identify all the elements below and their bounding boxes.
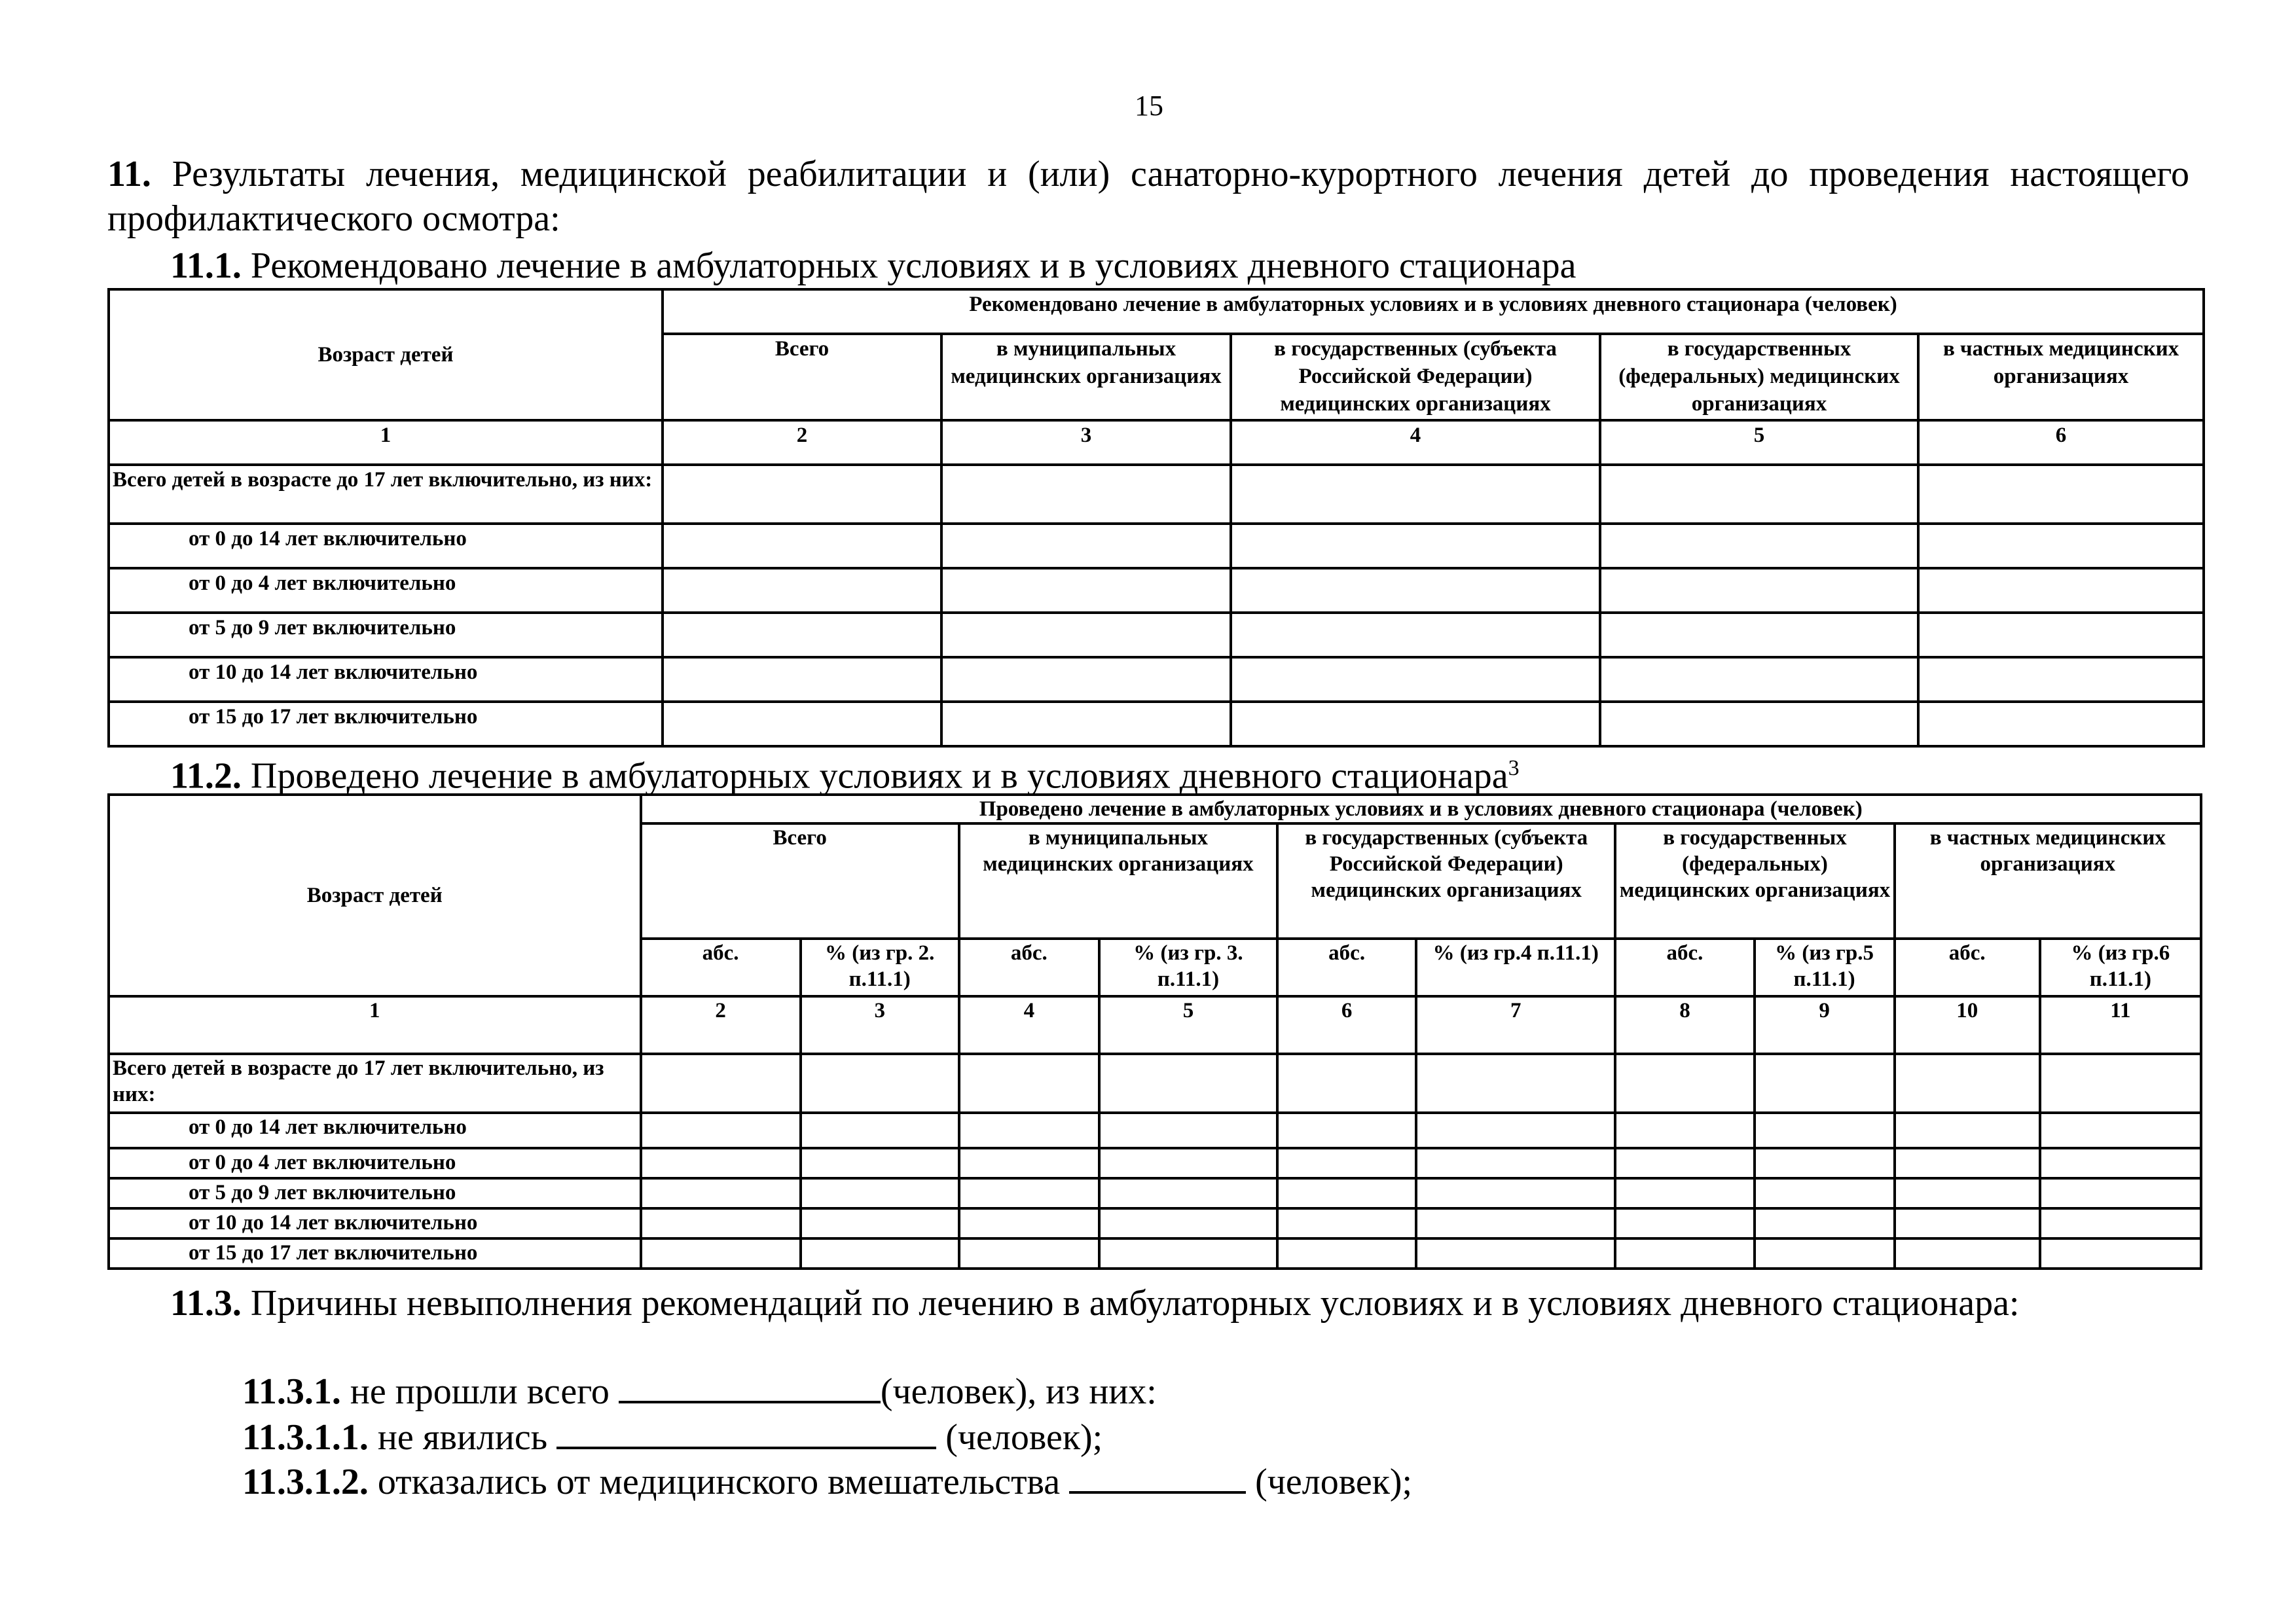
data-cell[interactable] <box>801 1178 959 1208</box>
table-row <box>109 1113 2201 1148</box>
section-11-3-number: 11.3. <box>170 1283 242 1324</box>
data-cell[interactable] <box>1615 1238 1754 1269</box>
table-row <box>109 613 2204 657</box>
column-header: в частных медицинских организациях <box>1918 334 2204 420</box>
sub-column-header: % (из гр. 2. п.11.1) <box>801 939 959 996</box>
section-11-2-heading <box>170 749 1520 796</box>
table-row <box>109 702 2204 746</box>
column-number: 3 <box>801 996 959 1054</box>
row-label: от 5 до 9 лет включительно <box>109 1178 641 1208</box>
column-number: 7 <box>1416 996 1615 1054</box>
table-row <box>109 1178 2201 1208</box>
data-cell[interactable] <box>2040 1208 2201 1238</box>
table-row <box>109 524 2204 568</box>
table-row <box>109 1148 2201 1178</box>
item-text-after: (человек), из них: <box>880 1371 1157 1412</box>
column-header: в государственных (субъекта Российской Федерации) медицинских организациях <box>1231 334 1600 420</box>
data-cell[interactable] <box>1099 1054 1277 1113</box>
column-number: 6 <box>1918 420 2204 465</box>
data-cell[interactable] <box>959 1148 1099 1178</box>
data-cell[interactable] <box>1277 1238 1416 1269</box>
data-cell[interactable] <box>663 568 941 613</box>
data-cell[interactable] <box>1755 1178 1895 1208</box>
data-cell[interactable] <box>1600 613 1918 657</box>
data-cell[interactable] <box>2040 1178 2201 1208</box>
recommended-treatment-table <box>107 288 2205 748</box>
data-cell[interactable] <box>941 465 1231 524</box>
data-cell[interactable] <box>941 568 1231 613</box>
data-cell[interactable] <box>941 524 1231 568</box>
item-11-3-1-2 <box>242 1461 1412 1503</box>
section-11-2-number: 11.2. <box>170 755 242 797</box>
data-cell[interactable] <box>1231 465 1600 524</box>
item-text-before: не явились <box>377 1417 548 1458</box>
sub-column-header: абс. <box>1615 939 1754 996</box>
column-number: 10 <box>1895 996 2040 1054</box>
data-cell[interactable] <box>1231 657 1600 702</box>
sub-column-header: % (из гр.4 п.11.1) <box>1416 939 1615 996</box>
data-cell[interactable] <box>1615 1208 1754 1238</box>
data-cell[interactable] <box>1231 613 1600 657</box>
data-cell[interactable] <box>2040 1238 2201 1269</box>
data-cell[interactable] <box>959 1054 1099 1113</box>
data-cell[interactable] <box>959 1208 1099 1238</box>
data-cell[interactable] <box>1416 1113 1615 1148</box>
data-cell[interactable] <box>1615 1054 1754 1113</box>
data-cell[interactable] <box>959 1113 1099 1148</box>
item-11-3-1-1 <box>242 1416 1102 1458</box>
data-cell[interactable] <box>641 1148 801 1178</box>
column-number: 2 <box>663 420 941 465</box>
data-cell[interactable] <box>801 1238 959 1269</box>
data-cell[interactable] <box>2040 1148 2201 1178</box>
group-header: Проведено лечение в амбулаторных условиях и в условиях дневного стационара (человек) <box>641 795 2202 823</box>
column-number: 5 <box>1099 996 1277 1054</box>
data-cell[interactable] <box>1600 465 1918 524</box>
section-11-heading <box>107 152 2189 241</box>
data-cell[interactable] <box>1918 568 2204 613</box>
section-11-3-paragraph <box>107 1282 2150 1325</box>
data-cell[interactable] <box>663 702 941 746</box>
data-cell[interactable] <box>1615 1178 1754 1208</box>
column-number: 4 <box>1231 420 1600 465</box>
data-cell[interactable] <box>1099 1178 1277 1208</box>
row-label: Всего детей в возрасте до 17 лет включительно, из них: <box>109 465 663 524</box>
data-cell[interactable] <box>1277 1113 1416 1148</box>
data-cell[interactable] <box>959 1178 1099 1208</box>
data-cell[interactable] <box>1918 657 2204 702</box>
column-number: 9 <box>1755 996 1895 1054</box>
data-cell[interactable] <box>1895 1208 2040 1238</box>
column-header: Всего <box>663 334 941 420</box>
column-header: в муниципальных медицинских организациях <box>959 823 1277 939</box>
data-cell[interactable] <box>2040 1054 2201 1113</box>
item-text-before: отказались от медицинского вмешательства <box>377 1462 1061 1502</box>
column-number: 4 <box>959 996 1099 1054</box>
data-cell[interactable] <box>1918 465 2204 524</box>
data-cell[interactable] <box>641 1113 801 1148</box>
table-row <box>109 568 2204 613</box>
column-number: 3 <box>941 420 1231 465</box>
item-11-3-1 <box>242 1371 1157 1413</box>
data-cell[interactable] <box>1755 1208 1895 1238</box>
section-11-3-title: Причины невыполнения рекомендаций по лечению в амбулаторных условиях и в условиях дневного стационара: <box>250 1283 2020 1324</box>
data-cell[interactable] <box>1918 613 2204 657</box>
data-cell[interactable] <box>1231 568 1600 613</box>
data-cell[interactable] <box>1895 1148 2040 1178</box>
count-field[interactable] <box>556 1418 936 1449</box>
page-number: 15 <box>1135 90 1163 122</box>
data-cell[interactable] <box>1416 1054 1615 1113</box>
column-number: 1 <box>109 420 663 465</box>
data-cell[interactable] <box>641 1238 801 1269</box>
item-number: 11.3.1.2. <box>242 1462 369 1502</box>
data-cell[interactable] <box>1600 568 1918 613</box>
section-11-1-heading <box>170 246 1576 285</box>
data-cell[interactable] <box>641 1178 801 1208</box>
section-11-title: Результаты лечения, медицинской реабилитации и (или) санаторно-курортного лечения детей до проведения настоящего профилактического осмотра: <box>107 154 2190 239</box>
column-number: 1 <box>109 996 641 1054</box>
data-cell[interactable] <box>801 1148 959 1178</box>
column-header: в государственных (федеральных) медицинских организациях <box>1600 334 1918 420</box>
data-cell[interactable] <box>1600 524 1918 568</box>
item-number: 11.3.1. <box>242 1371 341 1412</box>
data-cell[interactable] <box>1099 1113 1277 1148</box>
performed-treatment-table <box>107 793 2202 1270</box>
item-number: 11.3.1.1. <box>242 1417 369 1458</box>
sub-column-header: абс. <box>641 939 801 996</box>
section-11-2-title: Проведено лечение в амбулаторных условиях и в условиях дневного стационара <box>250 755 1508 797</box>
data-cell[interactable] <box>801 1054 959 1113</box>
data-cell[interactable] <box>1099 1208 1277 1238</box>
table-row <box>109 465 2204 524</box>
data-cell[interactable] <box>1895 1178 2040 1208</box>
data-cell[interactable] <box>801 1113 959 1148</box>
footnote-marker: 3 <box>1508 756 1520 780</box>
row-label: от 10 до 14 лет включительно <box>109 657 663 702</box>
row-label: от 0 до 4 лет включительно <box>109 568 663 613</box>
data-cell[interactable] <box>959 1238 1099 1269</box>
row-label: от 0 до 14 лет включительно <box>109 524 663 568</box>
data-cell[interactable] <box>1416 1178 1615 1208</box>
sub-column-header: % (из гр.5 п.11.1) <box>1755 939 1895 996</box>
data-cell[interactable] <box>1600 702 1918 746</box>
data-cell[interactable] <box>941 657 1231 702</box>
table-row <box>109 1208 2201 1238</box>
sub-column-header: абс. <box>1277 939 1416 996</box>
count-field[interactable] <box>619 1372 881 1403</box>
data-cell[interactable] <box>1231 702 1600 746</box>
data-cell[interactable] <box>1099 1238 1277 1269</box>
data-cell[interactable] <box>1895 1054 2040 1113</box>
data-cell[interactable] <box>1755 1113 1895 1148</box>
data-cell[interactable] <box>1755 1054 1895 1113</box>
column-number: 8 <box>1615 996 1754 1054</box>
data-cell[interactable] <box>1277 1148 1416 1178</box>
column-header: в муниципальных медицинских организациях <box>941 334 1231 420</box>
age-header: Возраст детей <box>109 289 663 420</box>
section-11-1-number: 11.1. <box>170 245 242 286</box>
data-cell[interactable] <box>1918 702 2204 746</box>
row-label: от 10 до 14 лет включительно <box>109 1208 641 1238</box>
row-label: от 0 до 4 лет включительно <box>109 1148 641 1178</box>
data-cell[interactable] <box>1755 1148 1895 1178</box>
section-11-1-title: Рекомендовано лечение в амбулаторных условиях и в условиях дневного стационара <box>250 245 1576 286</box>
data-cell[interactable] <box>663 465 941 524</box>
data-cell[interactable] <box>1895 1238 2040 1269</box>
data-cell[interactable] <box>663 613 941 657</box>
item-text-after: (человек); <box>945 1417 1103 1458</box>
data-cell[interactable] <box>941 702 1231 746</box>
data-cell[interactable] <box>1277 1178 1416 1208</box>
group-header: Рекомендовано лечение в амбулаторных условиях и в условиях дневного стационара (человек) <box>663 289 2204 334</box>
sub-column-header: % (из гр. 3. п.11.1) <box>1099 939 1277 996</box>
data-cell[interactable] <box>1600 657 1918 702</box>
data-cell[interactable] <box>663 524 941 568</box>
data-cell[interactable] <box>2040 1113 2201 1148</box>
column-number: 5 <box>1600 420 1918 465</box>
data-cell[interactable] <box>1099 1148 1277 1178</box>
data-cell[interactable] <box>1277 1054 1416 1113</box>
data-cell[interactable] <box>1615 1148 1754 1178</box>
data-cell[interactable] <box>801 1208 959 1238</box>
row-label: от 15 до 17 лет включительно <box>109 702 663 746</box>
data-cell[interactable] <box>1615 1113 1754 1148</box>
data-cell[interactable] <box>641 1054 801 1113</box>
column-header: в частных медицинских организациях <box>1895 823 2201 939</box>
data-cell[interactable] <box>1895 1113 2040 1148</box>
item-text-after: (человек); <box>1255 1462 1413 1502</box>
table-row <box>109 657 2204 702</box>
item-text-before: не прошли всего <box>350 1371 610 1412</box>
age-header: Возраст детей <box>109 795 641 996</box>
data-cell[interactable] <box>941 613 1231 657</box>
column-header: в государственных (субъекта Российской Федерации) медицинских организациях <box>1277 823 1615 939</box>
row-label: от 15 до 17 лет включительно <box>109 1238 641 1269</box>
column-header: в государственных (федеральных) медицинских организациях <box>1615 823 1894 939</box>
data-cell[interactable] <box>663 657 941 702</box>
data-cell[interactable] <box>641 1208 801 1238</box>
row-label: от 0 до 14 лет включительно <box>109 1113 641 1148</box>
column-number: 6 <box>1277 996 1416 1054</box>
sub-column-header: абс. <box>959 939 1099 996</box>
data-cell[interactable] <box>1416 1148 1615 1178</box>
count-field[interactable] <box>1069 1462 1246 1494</box>
section-11-number: 11. <box>107 154 151 194</box>
column-number: 11 <box>2040 996 2201 1054</box>
table-row <box>109 1238 2201 1269</box>
sub-column-header: абс. <box>1895 939 2040 996</box>
data-cell[interactable] <box>1755 1238 1895 1269</box>
data-cell[interactable] <box>1277 1208 1416 1238</box>
column-header: Всего <box>641 823 959 939</box>
data-cell[interactable] <box>1231 524 1600 568</box>
row-label: Всего детей в возрасте до 17 лет включительно, из них: <box>109 1054 641 1113</box>
sub-column-header: % (из гр.6 п.11.1) <box>2040 939 2201 996</box>
data-cell[interactable] <box>1416 1238 1615 1269</box>
data-cell[interactable] <box>1416 1208 1615 1238</box>
table-row <box>109 1054 2201 1113</box>
column-number: 2 <box>641 996 801 1054</box>
data-cell[interactable] <box>1918 524 2204 568</box>
row-label: от 5 до 9 лет включительно <box>109 613 663 657</box>
